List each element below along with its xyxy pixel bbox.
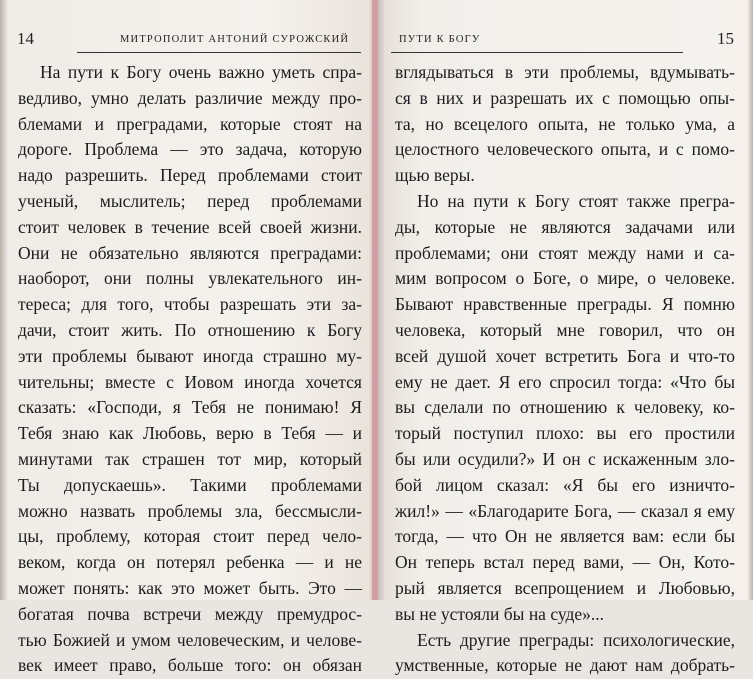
text-line: Ты допускаешь». Такими проблемами <box>18 474 362 495</box>
text-line: чительны; вместе с Иовом иногда хочется <box>18 371 362 392</box>
text-line: эти проблемы бывают иногда страшно му- <box>18 345 362 366</box>
text-line: жил!» — «Благодарите Бога, — сказал я ему <box>395 500 735 521</box>
text-line: человека, который мне говорил, что он <box>395 319 735 340</box>
text-line: ученый, мыслитель; перед проблемами <box>18 190 362 211</box>
text-line: мим вопросом о Боге, о мире, о человеке. <box>395 268 735 289</box>
text-line: богатая почва встречи между премудрос- <box>18 603 362 624</box>
text-line: веком, когда он потерял ребенка — и не <box>18 552 362 573</box>
text-line: умственные, которые не дают нам добрать- <box>395 655 735 676</box>
text-line: ведливо, умно делать различие между про- <box>18 87 362 108</box>
left-edge-shadow <box>0 0 8 600</box>
text-line: проблемами; они стоят между нами и са- <box>395 242 735 263</box>
right-edge-shadow <box>747 0 753 600</box>
text-line: может понять: как это может быть. Это — <box>18 577 362 598</box>
text-line: ему не дает. Я его спросил тогда: «Что бы <box>395 371 735 392</box>
text-line: вглядываться в эти проблемы, вдумывать- <box>395 62 735 82</box>
text-line: ся в них и разрешать их с помощью опы- <box>395 87 735 108</box>
text-line: та, но всецелого опыта, не только ума, а <box>395 113 735 134</box>
text-line: наоборот, они полны увлекательного ин- <box>18 268 362 289</box>
text-line: бой лицом сказал: «Я бы его изничто- <box>395 474 735 495</box>
text-line: тью Божией и умом человеческим, и челове- <box>18 629 362 650</box>
left-body-text <box>18 60 362 679</box>
text-line: Тебя знаю как Любовь, верю в Тебя — и <box>18 423 362 444</box>
text-line: ды, которые не являются задачами или <box>395 216 735 237</box>
text-line: сказать: «Господи, я Тебя не понимаю! Я <box>18 397 362 418</box>
text-line: рый является всепрощением и Любовью, <box>395 577 735 598</box>
left-header-rule <box>77 52 361 53</box>
text-line: торый поступил плохо: вы его простили <box>395 423 735 444</box>
left-running-head: МИТРОПОЛИТ АНТОНИЙ СУРОЖСКИЙ <box>120 34 350 45</box>
page-edge-marker <box>372 0 378 600</box>
text-line: На пути к Богу очень важно уметь спра- <box>40 62 362 82</box>
left-page-number: 14 <box>17 29 34 48</box>
right-page <box>377 0 753 676</box>
text-line: бы или осудили?» И он с искаженным зло- <box>395 448 735 469</box>
text-line: тереса; для того, чтобы разрешать эти за- <box>18 294 362 315</box>
text-line: тогда, — что Он не является вам: если бы <box>395 526 735 547</box>
text-line: надо разрешить. Перед проблемами стоит <box>18 165 362 186</box>
right-page-number: 15 <box>717 29 734 48</box>
right-body-text <box>395 60 735 679</box>
text-line: Он теперь встал перед вами, — Он, Кото- <box>395 552 735 573</box>
text-line: целостного человеческого опыта, и с помо- <box>395 139 735 160</box>
text-line: дороге. Проблема — это задача, которую <box>18 139 362 160</box>
text-line: стоит человек в течение всей своей жизни. <box>18 216 362 237</box>
text-line: Бывают нравственные преграды. Я помню <box>395 294 735 315</box>
text-line: минутами так страшен тот мир, который <box>18 448 362 469</box>
right-header-rule <box>391 52 683 53</box>
text-line: век имеет право, больше того: он обязан <box>18 655 362 676</box>
right-running-head: ПУТИ К БОГУ <box>399 34 481 45</box>
text-line: Но на пути к Богу стоят также прегра- <box>417 190 735 211</box>
text-line: всей душой хочет встретить Бога и что-то <box>395 345 735 366</box>
text-line: цы, проблему, которая стоит перед чело- <box>18 526 362 547</box>
text-line: дачи, стоит жить. По отношению к Богу <box>18 319 362 340</box>
text-line: Есть другие преграды: психологические, <box>417 629 735 650</box>
text-line: щью веры. <box>395 165 475 186</box>
text-line: блемами и преградами, которые стоят на <box>18 113 362 134</box>
text-line: вы не устояли бы на суде»... <box>395 603 605 624</box>
text-line: вы сделали по отношению к человеку, ко- <box>395 397 735 418</box>
text-line: можно назвать проблемы зла, бессмысли- <box>18 500 362 521</box>
left-page <box>0 0 376 676</box>
text-line: Они не обязательно являются преградами: <box>18 242 362 263</box>
